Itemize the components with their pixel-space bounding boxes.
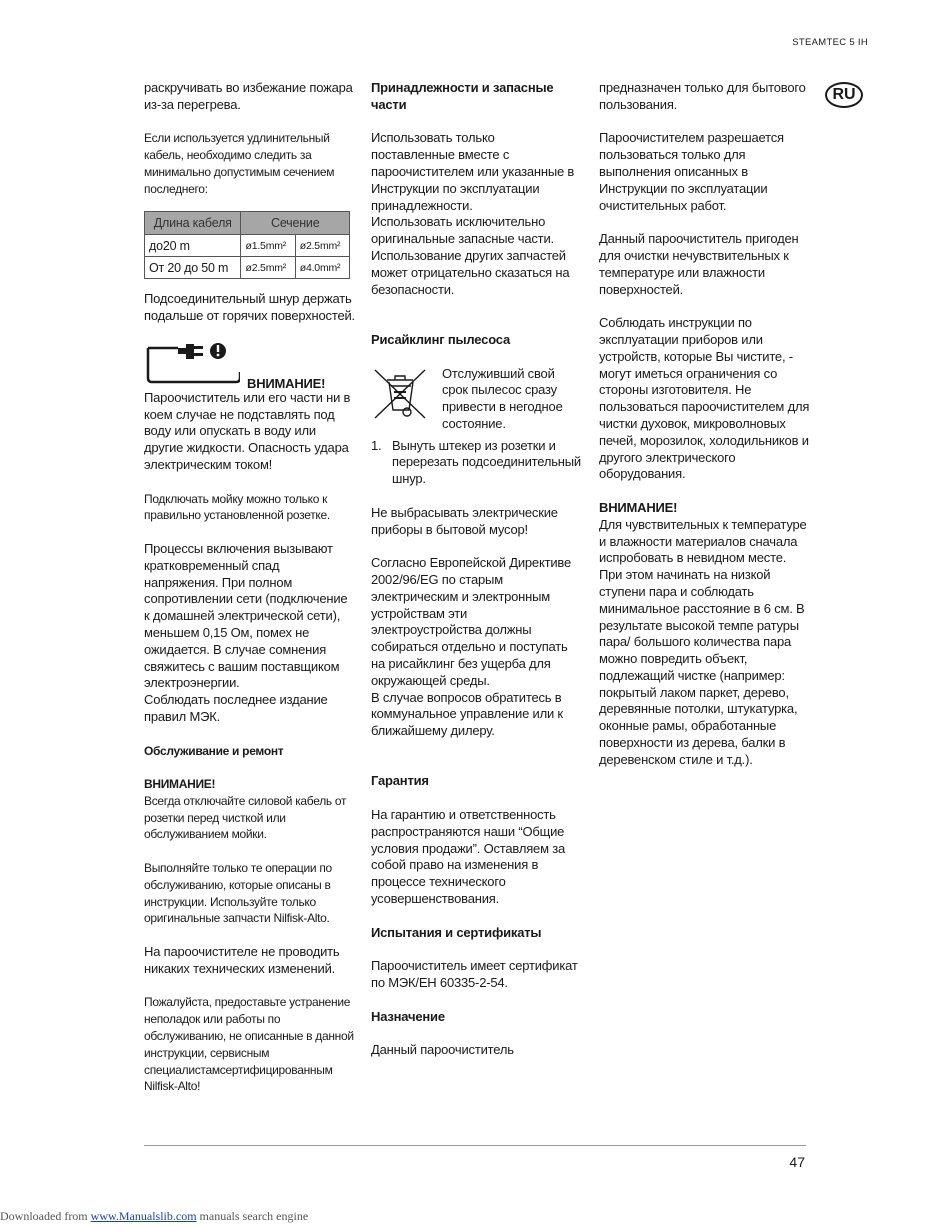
table-cell: ø2.5mm² xyxy=(241,257,295,279)
section-heading-accessories: Принадлежности и запасные части xyxy=(371,80,554,112)
text-paragraph: Пожалуйста, предоставьте устранение неполадок или работы по обслуживанию, не описанные в данной инструкции, сервисным специалистамсертифицированным Nilfisk-Alto! xyxy=(144,995,354,1094)
table-header-section: Сечение xyxy=(241,212,350,235)
extension-cable-note: Если используется удлинительный кабель, необходимо следить за минимально допустимым сечением последнего: xyxy=(144,131,335,196)
cable-section-table xyxy=(144,211,350,279)
text-paragraph: На гарантию и ответственность распространяются наши “Общие условия продажи”. Оставляем за собой право на изменения в процессе технического усовершенствования. xyxy=(371,807,566,907)
text-paragraph: Подключать мойку можно только к правильно установленной розетке. xyxy=(144,491,330,523)
text-paragraph: Использовать исключительно оригинальные запасные части. xyxy=(371,214,554,247)
attention-label: ВНИМАНИЕ! xyxy=(247,375,326,391)
section-heading-tests: Испытания и сертификаты xyxy=(371,924,542,940)
table-row xyxy=(145,235,350,257)
plug-warning-icon xyxy=(144,342,240,389)
text-paragraph: В случае вопросов обратитесь в коммунальное управление или к ближайшему дилеру. xyxy=(371,689,563,739)
text-paragraph: Данный пароочиститель xyxy=(371,1042,514,1058)
text-paragraph: Подсоединительный шнур держать подальше от горячих поверхностей. xyxy=(144,291,355,324)
text-paragraph: Для чувствительных к температуре и влажности материалов сначала испробовать в невидном месте. При этом начинать на низкой ступени пара и соблюдать минимальное расстояние в 6 см. В результате высокой темпе ратуры пара/ большого количества пара можно повредить объект, подлежащий чистке (например: покрытый лаком паркет, дерево, деревянные потолки, штукатурка, оконные рамы, обработанные поверхности из дерева, балки в деревенском стиле и т.д.). xyxy=(599,516,807,767)
text-paragraph: предназначен только для бытового пользования. xyxy=(599,80,806,112)
column-left xyxy=(144,80,356,1112)
download-suffix: manuals search engine xyxy=(199,1209,309,1223)
section-heading-recycling: Рисайклинг пылесоса xyxy=(371,331,510,347)
download-prefix: Downloaded from xyxy=(0,1209,88,1223)
section-heading-warranty: Гарантия xyxy=(371,773,429,789)
table-cell: ø1.5mm² xyxy=(241,235,295,257)
text-paragraph: раскручивать во избежание пожара из-за перегрева. xyxy=(144,80,353,112)
table-header-length: Длина кабеля xyxy=(145,212,241,235)
text-paragraph: Пароочиститель имеет сертификат по МЭК/ЕН 60335-2-54. xyxy=(371,958,578,991)
text-paragraph: Использование других запчастей может отрицательно сказаться на безопасности. xyxy=(371,247,570,297)
table-cell: ø4.0mm² xyxy=(295,257,349,279)
text-paragraph: На пароочистителе не проводить никаких технических изменений. xyxy=(144,944,340,976)
footer-divider xyxy=(144,1145,806,1146)
text-paragraph: Соблюдать последнее издание правил МЭК. xyxy=(144,692,328,724)
text-paragraph: Использовать только поставленные вместе с пароочистителем или указанные в Инструкции по эксплуатации принадлежности. xyxy=(371,130,575,213)
download-note xyxy=(0,1209,308,1224)
text-paragraph: Всегда отключайте силовой кабель от розетки перед чисткой или обслуживанием мойки. xyxy=(144,793,347,842)
list-text: Вынуть штекер из розетки и перерезать подсоединительный шнур. xyxy=(392,437,581,487)
text-paragraph: Соблюдать инструкции по эксплуатации приборов или устройств, которые Вы чистите, - могут иметься ограничения со стороны изготовителя. Не пользоваться пароочистителем для чистки духовок, микроволновых печей, морозилок, холодильников и другого электрического оборудования. xyxy=(599,315,810,482)
electric-warning-block xyxy=(144,342,356,390)
model-name: STEAMTEC 5 IH xyxy=(792,37,868,48)
section-heading-service: Обслуживание и ремонт xyxy=(144,743,284,758)
text-paragraph: Не выбрасывать электрические приборы в бытовой мусор! xyxy=(371,504,558,537)
text-paragraph: Пароочистителем разрешается пользоваться только для выполнения описанных в Инструкции по эксплуатации очистительных работ. xyxy=(599,130,784,213)
attention-label: ВНИМАНИЕ! xyxy=(599,499,678,515)
list-number: 1. xyxy=(371,437,382,453)
language-badge: RU xyxy=(825,82,863,108)
table-cell: до20 m xyxy=(145,235,241,257)
table-cell: ø2.5mm² xyxy=(295,235,349,257)
column-right xyxy=(599,80,811,785)
text-paragraph: Согласно Европейской Директиве 2002/96/EG по старым электрическим и электронным устройствам эти электроустройства должны собираться отдельно и поступать на рисайклинг без ущерба для окружающей среды. xyxy=(371,555,571,688)
text-paragraph: Процессы включения вызывают кратковременный спад напряжения. При полном сопротивлении сети (подключение к домашней электрической сети), меньшем 0,15 Ом, помех не ожидается. В случае сомнения свяжитесь с вашим поставщиком электроэнергии. xyxy=(144,540,348,691)
table-cell: От 20 до 50 m xyxy=(145,257,241,279)
attention-label: ВНИМАНИЕ! xyxy=(144,777,216,792)
text-paragraph: Выполняйте только те операции по обслуживанию, которые описаны в инструкции. Используйте только оригинальные запчасти Nilfisk-Alto. xyxy=(144,861,332,926)
text-paragraph: Пароочиститель или его части ни в коем случае не подставлять под воду или опускать в воду или другие жидкости. Опасность удара электрическим током! xyxy=(144,389,351,472)
page-number: 47 xyxy=(789,1154,805,1170)
manualslib-link[interactable]: www.Manualslib.com xyxy=(90,1209,197,1223)
recycling-block xyxy=(371,366,581,438)
table-row xyxy=(145,257,350,279)
recycling-text: Отслуживший свой срок пылесос сразу привести в негодное состояние. xyxy=(442,365,563,431)
section-heading-purpose: Назначение xyxy=(371,1008,445,1024)
crossed-out-bin-icon xyxy=(371,366,429,427)
text-paragraph: Данный пароочиститель пригоден для очистки нечувствительных к температуре или влажности поверхностей. xyxy=(599,231,799,297)
list-item xyxy=(371,438,581,488)
column-middle xyxy=(371,80,581,1076)
